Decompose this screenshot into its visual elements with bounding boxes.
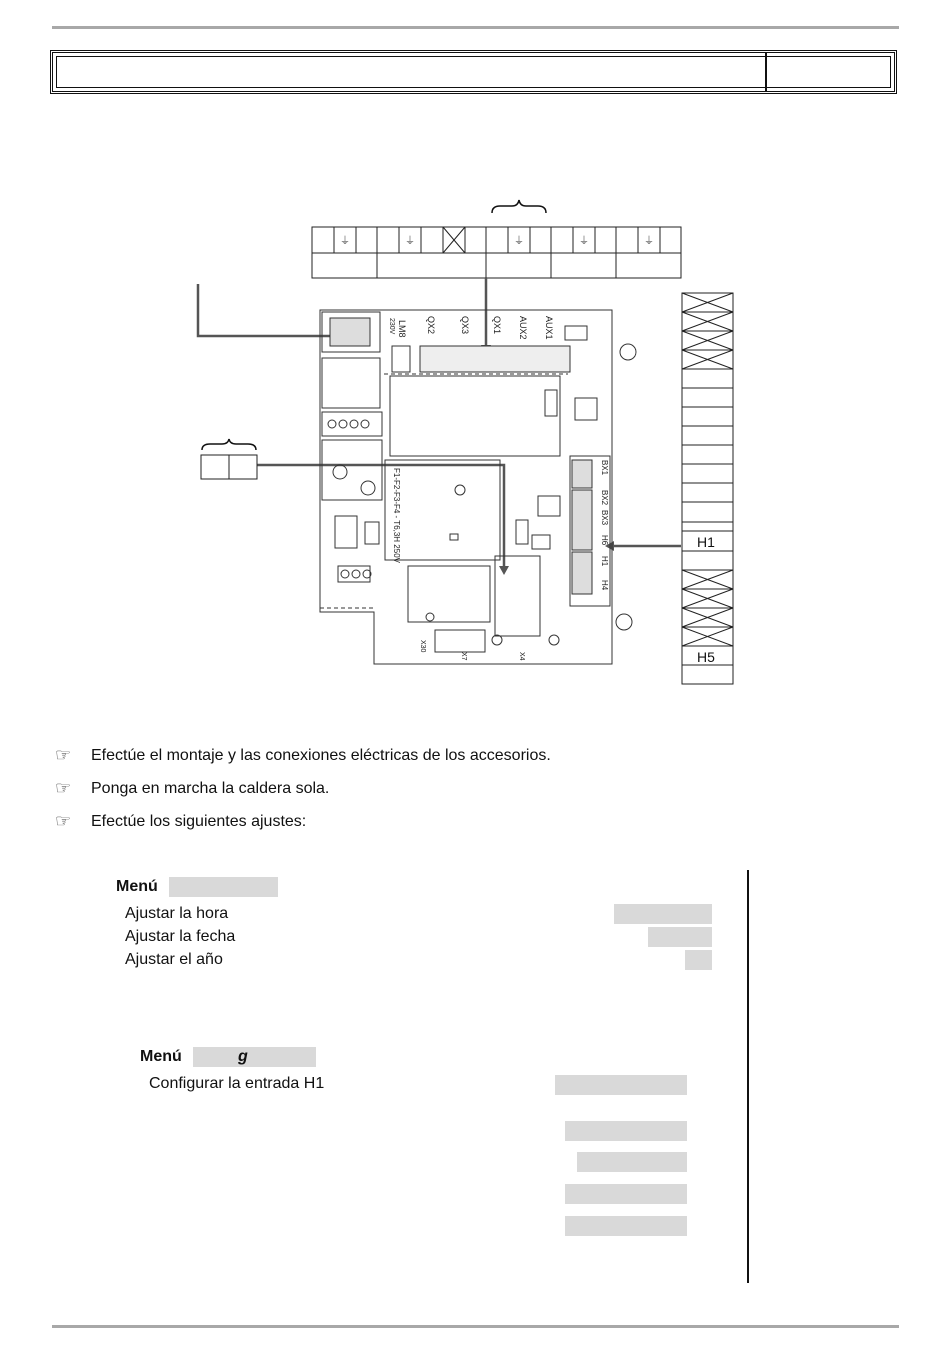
board-label-h4: H4 xyxy=(600,580,609,591)
pointing-hand-icon: ☞ xyxy=(55,745,72,765)
menu1-value-date xyxy=(648,927,712,947)
leader-x12 xyxy=(257,465,504,572)
menu2-name-text: g xyxy=(238,1048,248,1065)
board-label-bx2: BX2 xyxy=(600,490,609,506)
earth-icon: ⏚ xyxy=(644,236,654,247)
board-label-x4: X4 xyxy=(518,652,525,661)
title-divider xyxy=(765,53,767,91)
menu2-name-field xyxy=(193,1047,316,1067)
wiring-diagram xyxy=(0,190,950,700)
left-brace xyxy=(202,439,256,450)
menu1-name-field xyxy=(169,877,278,897)
menu1-item-date: Ajustar la fecha xyxy=(125,928,236,945)
pointing-hand-icon: ☞ xyxy=(55,811,72,831)
menu2-value-4 xyxy=(565,1184,687,1204)
earth-icon: ⏚ xyxy=(579,236,589,247)
instruction-item xyxy=(55,745,551,766)
earth-icon: ⏚ xyxy=(340,236,350,247)
board-label-x30: X30 xyxy=(419,640,426,653)
side-label-h5: H5 xyxy=(697,649,715,665)
top-brace xyxy=(492,200,546,213)
menu1-value-time xyxy=(614,904,712,924)
board-label-qx2: QX2 xyxy=(426,316,436,335)
board-label-qx1: QX1 xyxy=(492,316,502,335)
menu2-label: Menú xyxy=(140,1048,182,1065)
board-label-lm8: LM8 xyxy=(397,320,407,338)
pcb-board xyxy=(320,310,636,664)
board-label-bx3: BX3 xyxy=(600,510,609,526)
title-box xyxy=(50,50,897,94)
menu2-item-h1: Configurar la entrada H1 xyxy=(149,1075,325,1092)
board-label-x7: X7 xyxy=(460,652,467,661)
menu2-value-5 xyxy=(565,1216,687,1236)
side-terminal-list xyxy=(682,293,733,684)
bottom-rule xyxy=(52,1325,899,1328)
menu2-value-2 xyxy=(565,1121,687,1141)
right-column-rule xyxy=(747,870,749,1283)
instruction-text: Ponga en marcha la caldera sola. xyxy=(91,779,330,797)
board-label-h6: H6 xyxy=(600,535,609,546)
pointing-hand-icon: ☞ xyxy=(55,778,72,798)
board-label-bx1: BX1 xyxy=(600,460,609,476)
instruction-item xyxy=(55,811,306,832)
board-label-qx3: QX3 xyxy=(460,316,470,335)
instruction-item xyxy=(55,778,329,799)
board-label-aux1: AUX1 xyxy=(544,316,554,340)
top-rule xyxy=(52,26,899,29)
instruction-text: Efectúe el montaje y las conexiones eléctricas de los accesorios. xyxy=(91,746,551,764)
menu1-item-time: Ajustar la hora xyxy=(125,905,229,922)
board-label-h1: H1 xyxy=(600,556,609,567)
side-label-h1: H1 xyxy=(697,534,715,550)
menu2-value-h1 xyxy=(555,1075,687,1095)
earth-icon: ⏚ xyxy=(405,236,415,247)
terminal-strip xyxy=(312,227,681,278)
menu1-value-year xyxy=(685,950,712,970)
board-label-voltage: 230V xyxy=(388,318,395,335)
board-label-fuse: F1-F2-F3-F4 - T6,3H 250V xyxy=(392,468,401,563)
menu1-item-year: Ajustar el año xyxy=(125,951,223,968)
menu2-value-3 xyxy=(577,1152,687,1172)
board-label-aux2: AUX2 xyxy=(518,316,528,340)
menu1-label: Menú xyxy=(116,878,158,895)
instruction-text: Efectúe los siguientes ajustes: xyxy=(91,812,307,830)
earth-icon: ⏚ xyxy=(514,236,524,247)
